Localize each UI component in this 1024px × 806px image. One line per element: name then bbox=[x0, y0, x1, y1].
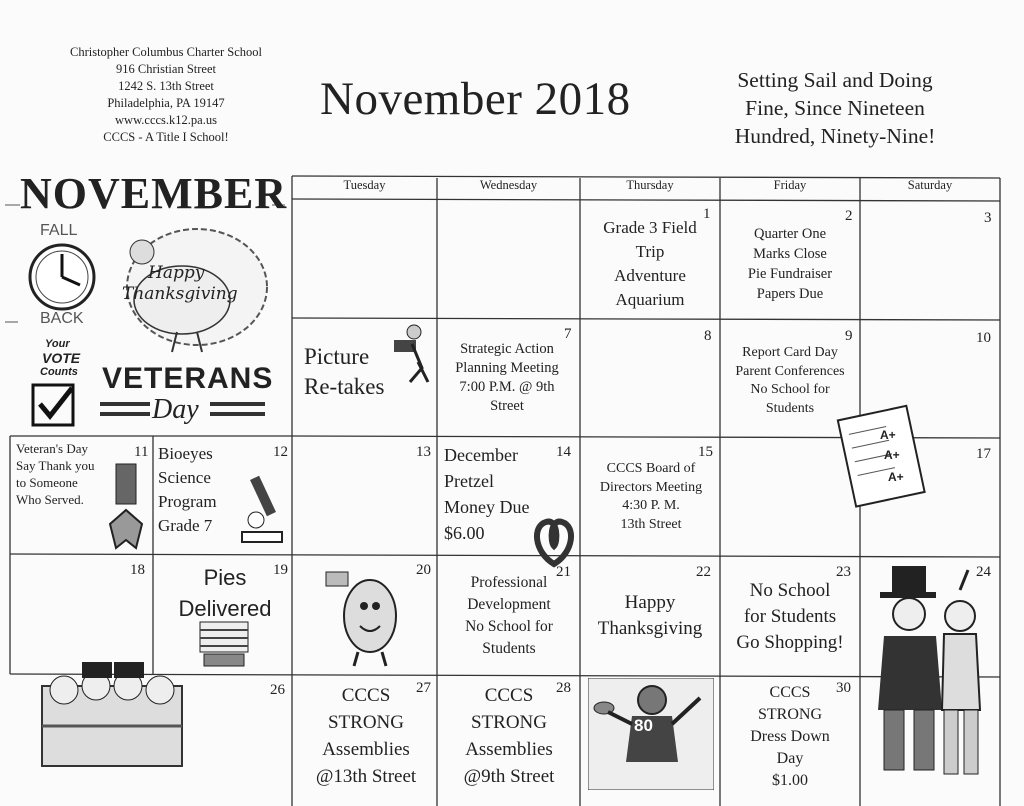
pie-character-icon bbox=[320, 566, 410, 670]
day-number: 2 bbox=[845, 208, 853, 224]
veterans-text: VETERANS bbox=[102, 362, 274, 395]
vote-your: Your bbox=[45, 338, 70, 350]
day-number: 10 bbox=[976, 330, 991, 346]
day-number: 15 bbox=[698, 444, 713, 460]
event-line: 7:00 P.M. @ 9th bbox=[459, 379, 555, 395]
school-website: www.cccs.k12.pa.us bbox=[115, 113, 217, 127]
vote-text: VOTE bbox=[42, 350, 81, 366]
day-number: 30 bbox=[836, 680, 851, 696]
school-tagline: CCCS - A Title I School! bbox=[103, 130, 229, 144]
happy-script: Happy bbox=[148, 263, 205, 283]
event-line: 4:30 P. M. bbox=[622, 498, 680, 513]
event-line: No School bbox=[749, 580, 831, 601]
event-line: Thanksgiving bbox=[597, 618, 703, 639]
page-title: November 2018 bbox=[320, 73, 631, 125]
event-line: STRONG bbox=[470, 712, 547, 733]
day-number: 3 bbox=[984, 210, 992, 226]
flag-pie-icon bbox=[196, 618, 252, 672]
event-line: No School for bbox=[750, 382, 830, 397]
event-line: Assemblies bbox=[322, 739, 410, 760]
back-text: BACK bbox=[40, 310, 84, 327]
motto-line: Fine, Since Nineteen bbox=[745, 96, 925, 120]
day-number: 19 bbox=[273, 562, 288, 578]
school-address-1: 916 Christian Street bbox=[116, 62, 216, 76]
event-line: CCCS bbox=[769, 684, 811, 701]
event-line: Delivered bbox=[178, 596, 272, 621]
event-line: December bbox=[444, 445, 518, 465]
event-line: Go Shopping! bbox=[736, 632, 844, 653]
school-city: Philadelphia, PA 19147 bbox=[107, 96, 225, 110]
day-12-event bbox=[158, 442, 217, 538]
event-line: STRONG bbox=[757, 706, 822, 723]
weekday-friday: Friday bbox=[773, 178, 807, 192]
day-number: 23 bbox=[836, 564, 851, 580]
event-line: Students bbox=[765, 400, 815, 416]
day-number: 11 bbox=[134, 444, 149, 460]
fall-text: FALL bbox=[40, 222, 78, 239]
event-line: Development bbox=[467, 596, 551, 613]
day-number: 1 bbox=[703, 206, 711, 222]
event-line: Pretzel bbox=[444, 471, 494, 491]
event-line: Money Due bbox=[444, 497, 530, 517]
thanksgiving-script: Thanksgiving bbox=[122, 284, 238, 304]
day-19-event bbox=[160, 562, 290, 624]
school-address-2: 1242 S. 13th Street bbox=[118, 79, 214, 93]
event-line: Directors Meeting bbox=[599, 479, 703, 495]
event-line: @9th Street bbox=[463, 766, 555, 787]
november-banner: NOVEMBER bbox=[20, 169, 288, 218]
day-number: 13 bbox=[416, 444, 431, 460]
day-22-event bbox=[584, 590, 716, 642]
day-number: 18 bbox=[130, 562, 145, 578]
motto-line: Setting Sail and Doing bbox=[737, 68, 933, 92]
event-line: Veteran's Day bbox=[16, 441, 89, 456]
event-line: CCCS bbox=[484, 685, 534, 706]
day-number: 14 bbox=[556, 444, 571, 460]
event-line: Professional bbox=[470, 574, 548, 591]
event-line: Strategic Action bbox=[460, 341, 554, 357]
day-number: 12 bbox=[273, 444, 288, 460]
flag-stripes-icon bbox=[100, 398, 270, 428]
day-21-event bbox=[440, 572, 578, 660]
event-line: Adventure bbox=[614, 266, 686, 285]
event-line: Aquarium bbox=[615, 290, 685, 309]
day-number: 24 bbox=[976, 564, 991, 580]
microscope-icon bbox=[236, 468, 292, 552]
day-1-event bbox=[584, 216, 716, 312]
event-line: Grade 3 Field bbox=[603, 218, 697, 237]
weekday-thursday: Thursday bbox=[626, 178, 674, 192]
day-28-event bbox=[442, 682, 576, 790]
checkbox-icon bbox=[28, 380, 88, 430]
event-line: $6.00 bbox=[444, 523, 485, 543]
day-23-event bbox=[722, 578, 858, 656]
day-number: 22 bbox=[696, 564, 711, 580]
medal-icon bbox=[106, 462, 146, 554]
event-line: Students bbox=[482, 640, 536, 657]
weekday-tuesday: Tuesday bbox=[343, 178, 386, 192]
day-text: Day bbox=[152, 394, 199, 425]
school-name: Christopher Columbus Charter School bbox=[70, 45, 262, 59]
photographer-icon bbox=[388, 322, 434, 388]
event-line: Pies bbox=[203, 565, 247, 590]
event-line: Pie Fundraiser bbox=[747, 266, 833, 282]
motto-line: Hundred, Ninety-Nine! bbox=[734, 124, 936, 148]
day-7-event bbox=[440, 340, 574, 416]
day-27-event bbox=[298, 682, 434, 790]
day-11-event bbox=[16, 440, 94, 508]
event-line: Bioeyes bbox=[158, 444, 213, 463]
event-line: Dress Down bbox=[750, 728, 830, 745]
event-line: Trip bbox=[635, 242, 665, 261]
grade-a-plus: A+ bbox=[888, 470, 904, 484]
day-number: 27 bbox=[416, 680, 431, 696]
event-line: Planning Meeting bbox=[455, 360, 559, 376]
day-number: 17 bbox=[976, 446, 991, 462]
day-6-event bbox=[304, 342, 384, 402]
event-line: for Students bbox=[743, 606, 837, 627]
event-line: Report Card Day bbox=[742, 345, 838, 360]
event-line: Program bbox=[158, 492, 217, 511]
event-line: Marks Close bbox=[753, 246, 827, 262]
event-line: @13th Street bbox=[315, 766, 417, 787]
event-line: No School for bbox=[465, 618, 553, 635]
day-number: 9 bbox=[845, 328, 853, 344]
event-line: CCCS bbox=[341, 685, 391, 706]
day-number: 8 bbox=[704, 328, 712, 344]
event-line: Re-takes bbox=[304, 374, 385, 399]
day-15-event bbox=[584, 460, 718, 534]
event-line: to Someone bbox=[16, 475, 78, 490]
grade-a-plus: A+ bbox=[880, 428, 896, 442]
day-number: 26 bbox=[270, 682, 285, 698]
jersey-number: 80 bbox=[634, 716, 653, 735]
event-line: Happy bbox=[624, 592, 676, 613]
report-card-icon bbox=[832, 402, 932, 508]
event-line: Grade 7 bbox=[158, 516, 213, 535]
day-number: 7 bbox=[564, 326, 572, 342]
weekday-wednesday: Wednesday bbox=[479, 178, 538, 192]
day-2-event bbox=[724, 224, 856, 304]
grade-a-plus: A+ bbox=[884, 448, 900, 462]
event-line: 13th Street bbox=[620, 516, 682, 532]
event-line: Who Served. bbox=[16, 492, 84, 507]
event-line: Science bbox=[158, 468, 211, 487]
event-line: Say Thank you bbox=[16, 458, 95, 473]
event-line: STRONG bbox=[327, 712, 404, 733]
weekday-saturday: Saturday bbox=[907, 178, 953, 192]
event-line: Parent Conferences bbox=[735, 363, 845, 379]
vote-counts: Counts bbox=[40, 366, 78, 378]
day-number: 21 bbox=[556, 564, 571, 580]
event-line: Picture bbox=[304, 344, 370, 369]
day-30-event bbox=[722, 682, 858, 792]
event-line: Street bbox=[490, 398, 524, 414]
pretzel-icon bbox=[528, 512, 580, 568]
event-line: Papers Due bbox=[756, 286, 824, 302]
day-number: 20 bbox=[416, 562, 431, 578]
pilgrim-native-icon bbox=[864, 560, 998, 800]
event-line: CCCS Board of bbox=[606, 461, 696, 476]
day-number: 28 bbox=[556, 680, 571, 696]
event-line: $1.00 bbox=[772, 772, 808, 789]
pilgrims-group-icon bbox=[34, 656, 190, 772]
event-line: Assemblies bbox=[465, 739, 553, 760]
event-line: Day bbox=[776, 750, 804, 767]
event-line: Quarter One bbox=[753, 226, 827, 242]
day-14-event bbox=[444, 442, 529, 546]
